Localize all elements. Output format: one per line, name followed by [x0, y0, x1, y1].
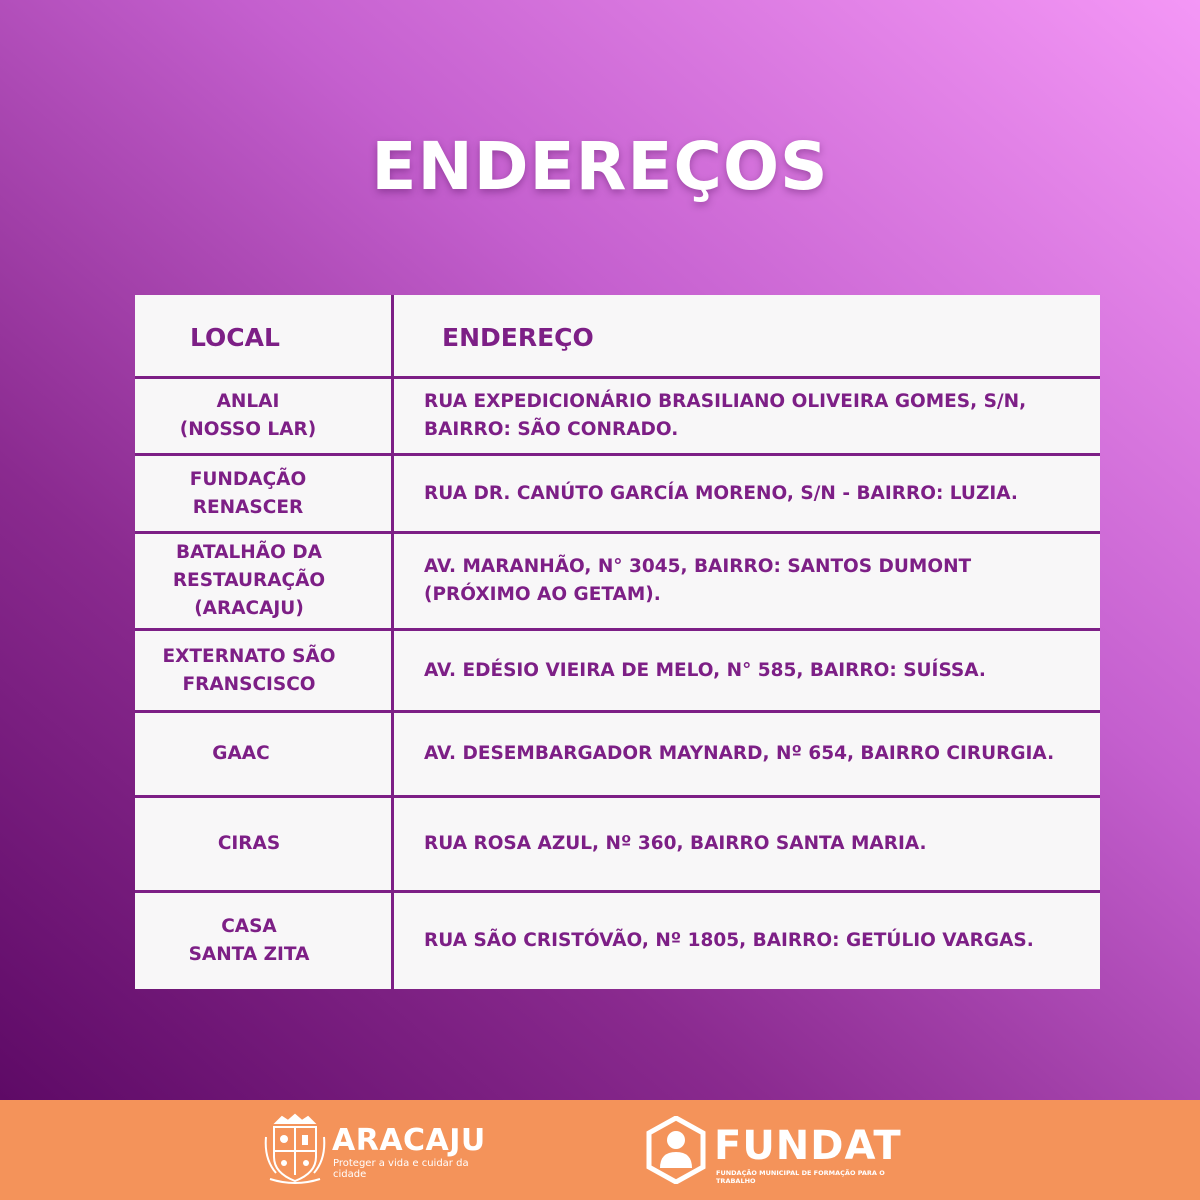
- table-row: [135, 893, 1100, 989]
- table-row: [135, 379, 1100, 453]
- cell-local: CASA SANTA ZITA: [188, 916, 310, 965]
- table-row: [135, 456, 1100, 531]
- header-local: LOCAL: [190, 323, 280, 352]
- fundat-tagline: FUNDAÇÃO MUNICIPAL DE FORMAÇÃO PARA O TRABALHO: [716, 1169, 885, 1185]
- table-row: [135, 631, 1100, 710]
- aracaju-logo: [262, 1113, 486, 1185]
- cell-endereco: AV. EDÉSIO VIEIRA DE MELO, N° 585, BAIRRO: SUÍSSA.: [424, 659, 986, 681]
- cell-local: GAAC: [212, 743, 270, 764]
- page-title: ENDEREÇOS: [371, 128, 829, 205]
- footer-bar: [0, 1100, 1200, 1200]
- cell-local: ANLAI (NOSSO LAR): [179, 391, 317, 440]
- fundat-name: FUNDAT: [714, 1123, 902, 1169]
- aracaju-name: ARACAJU: [332, 1123, 486, 1158]
- cell-endereco: AV. MARANHÃO, N° 3045, BAIRRO: SANTOS DUMONT (PRÓXIMO AO GETAM).: [424, 556, 972, 605]
- cell-local: EXTERNATO SÃO FRANSCISCO: [162, 645, 336, 695]
- fundat-logo: [646, 1113, 906, 1185]
- aracaju-tagline: Proteger a vida e cuidar da cidade: [333, 1158, 469, 1180]
- city-crest-icon: [262, 1113, 328, 1185]
- cell-endereco: RUA ROSA AZUL, Nº 360, BAIRRO SANTA MARIA.: [424, 833, 927, 854]
- cell-endereco: AV. DESEMBARGADOR MAYNARD, Nº 654, BAIRRO CIRURGIA.: [424, 743, 1055, 764]
- cell-local: CIRAS: [217, 833, 281, 854]
- table-row: [135, 534, 1100, 628]
- cell-local: FUNDAÇÃO RENASCER: [189, 468, 307, 518]
- cell-endereco: RUA SÃO CRISTÓVÃO, Nº 1805, BAIRRO: GETÚLIO VARGAS.: [424, 930, 1034, 951]
- fundat-hexagon-icon: [646, 1116, 706, 1184]
- table-row: [135, 798, 1100, 890]
- addresses-table: [135, 295, 1100, 989]
- cell-endereco: RUA DR. CANÚTO GARCÍA MORENO, S/N - BAIRRO: LUZIA.: [424, 482, 1018, 504]
- cell-endereco: RUA EXPEDICIONÁRIO BRASILIANO OLIVEIRA GOMES, S/N, BAIRRO: SÃO CONRADO.: [424, 391, 1027, 440]
- table-row: [135, 713, 1100, 795]
- header-endereco: ENDEREÇO: [442, 323, 594, 352]
- cell-local: BATALHÃO DA RESTAURAÇÃO (ARACAJU): [172, 542, 326, 619]
